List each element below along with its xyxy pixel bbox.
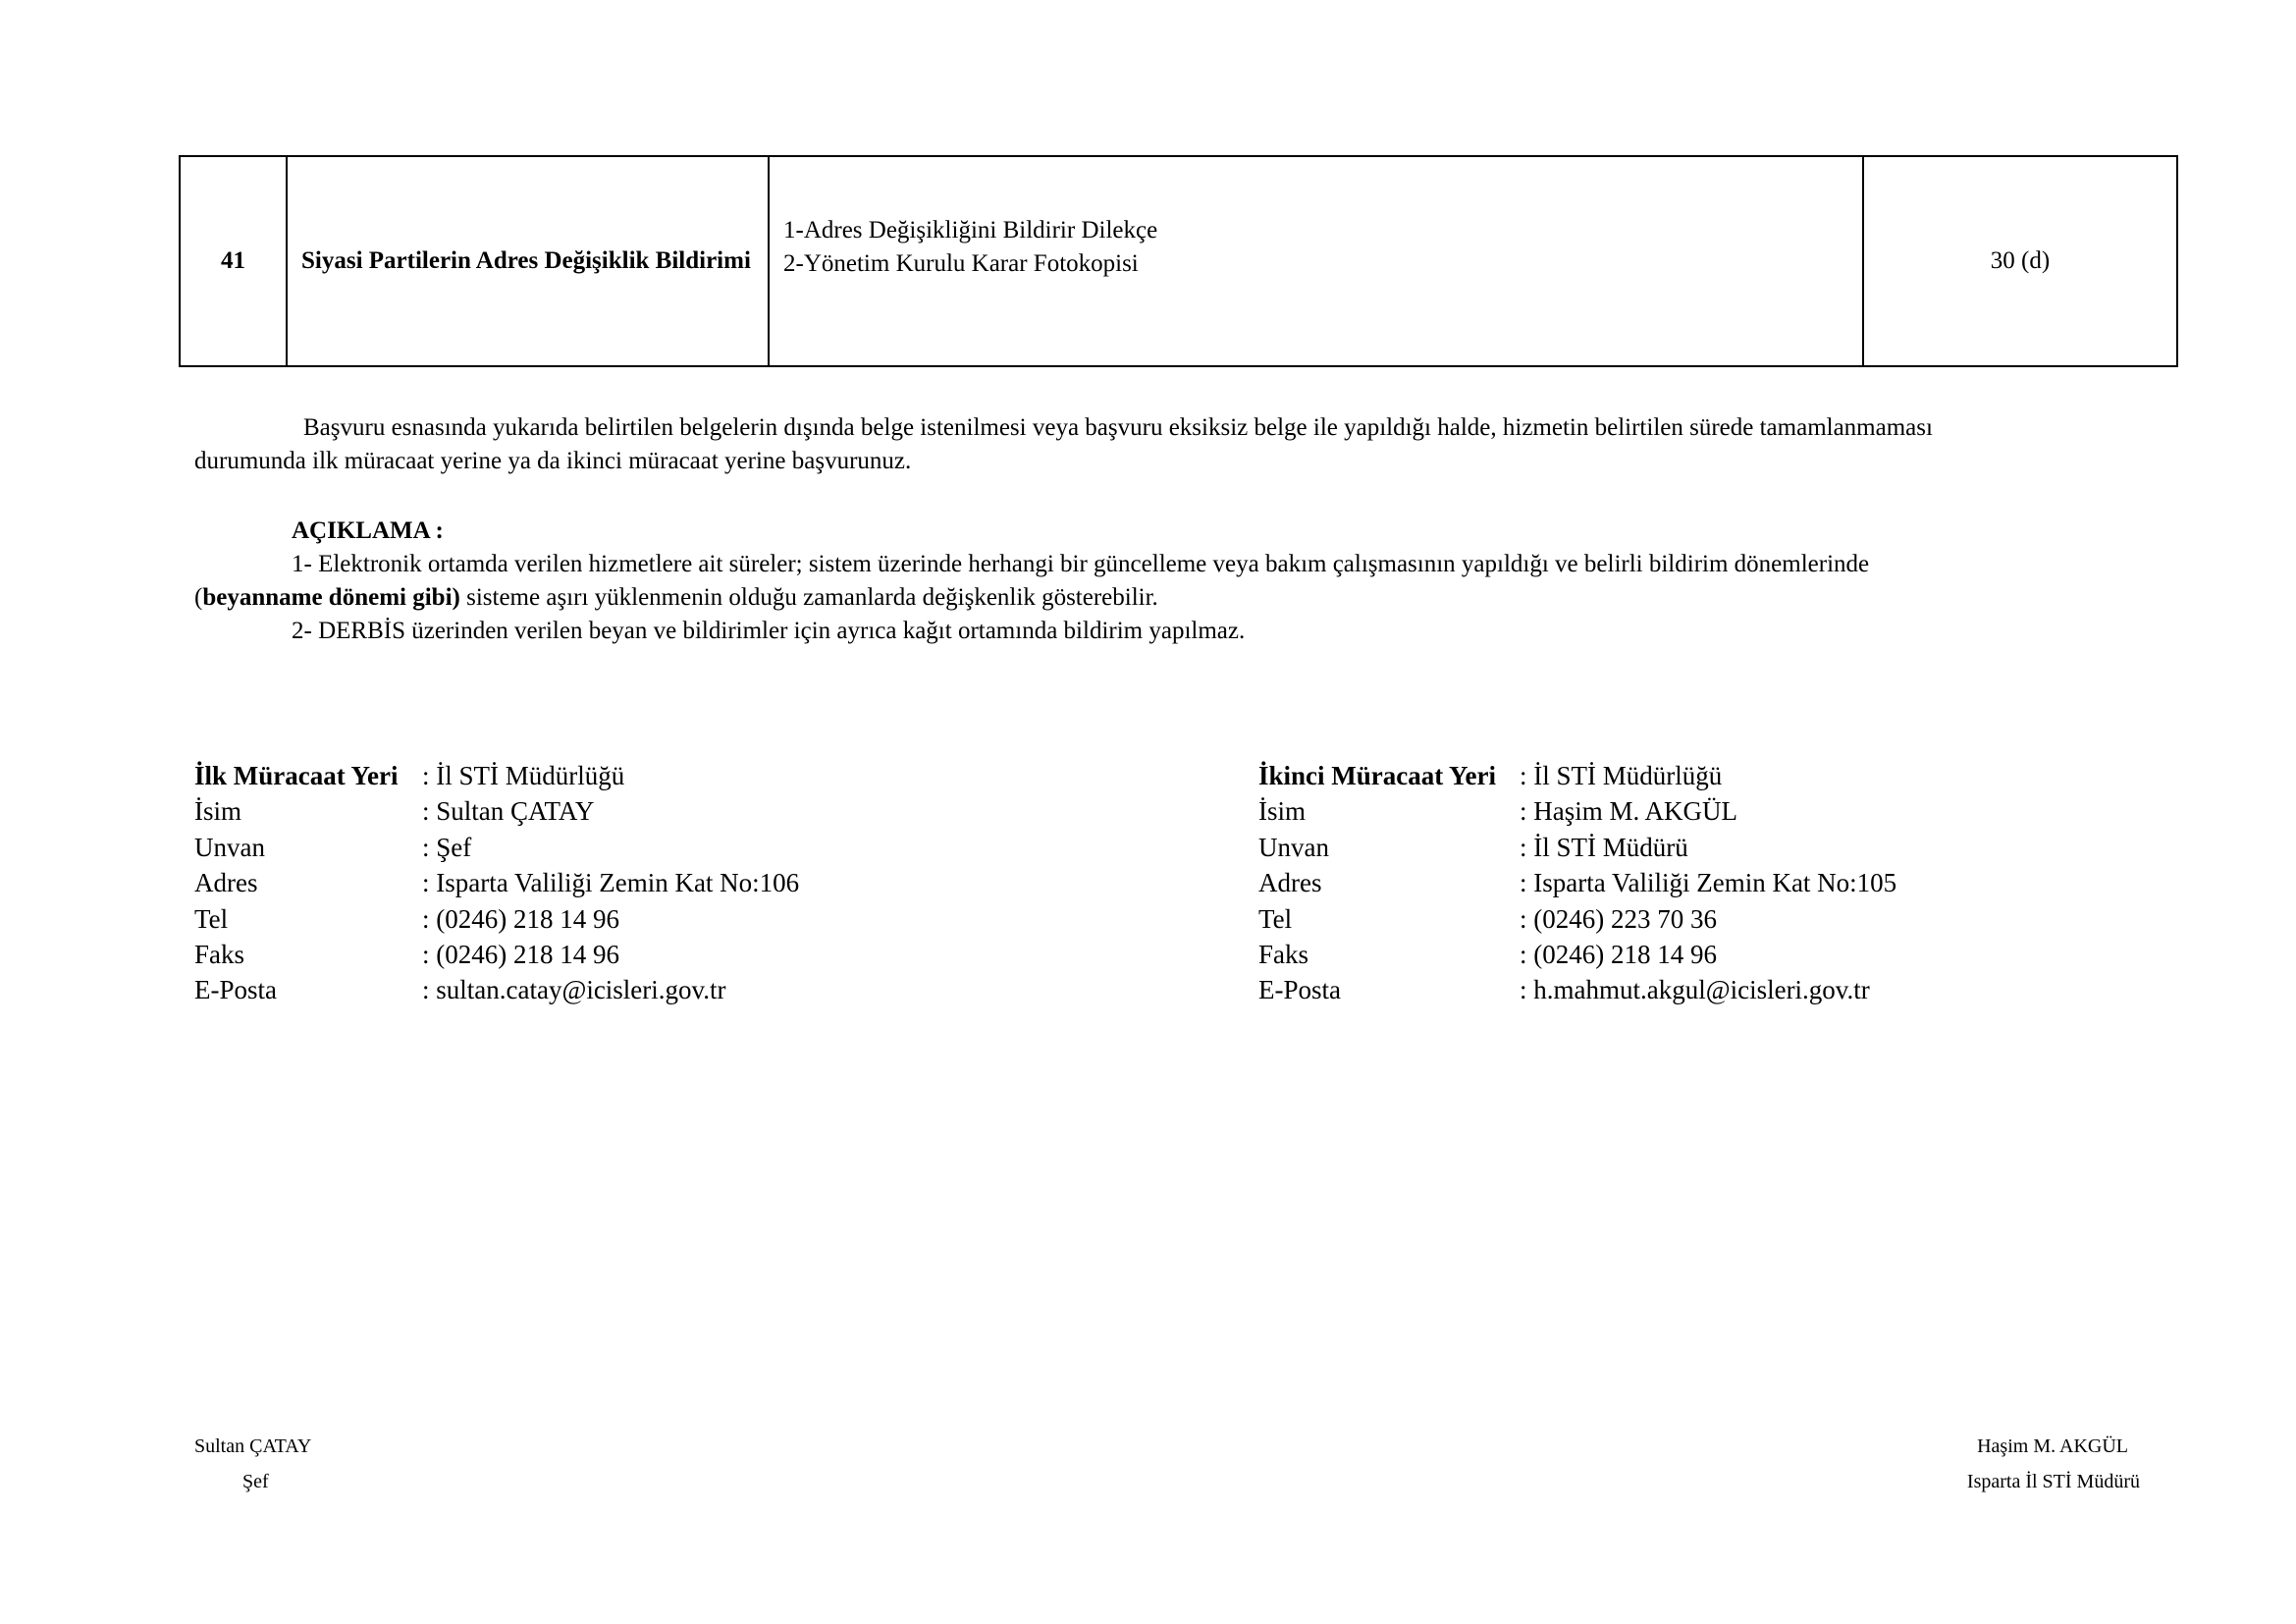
contact-label: İsim <box>194 796 242 827</box>
notice-line: durumunda ilk müracaat yerine ya da ikinci müracaat yerine başvurunuz. <box>194 448 912 474</box>
contact-value: : İl STİ Müdürü <box>1520 832 1688 862</box>
contact-row <box>194 937 1078 972</box>
contact-value: : Haşim M. AKGÜL <box>1520 796 1737 827</box>
service-duration: 30 (d) <box>1863 156 2177 366</box>
contact-title-label: İlk Müracaat Yeri <box>194 761 399 790</box>
contact-label: Faks <box>1258 939 1309 969</box>
contact-label: E-Posta <box>194 975 277 1005</box>
notice-paragraph <box>194 411 2197 478</box>
explanation-text: sisteme aşırı yüklenmenin olduğu zamanlarda değişkenlik gösterebilir. <box>459 584 1158 611</box>
explanation-heading: AÇIKLAMA : <box>292 517 444 544</box>
contact-label: Adres <box>194 868 258 898</box>
contact-row <box>1258 793 2181 829</box>
required-documents <box>769 156 1863 366</box>
contact-label: Faks <box>194 939 245 969</box>
contact-value: : h.mahmut.akgul@icisleri.gov.tr <box>1520 975 1870 1005</box>
explanation-item: 1- Elektronik ortamda verilen hizmetlere ait süreler; sistem üzerinde herhangi bir güncelleme veya bakım çalışmasının yapıldığı ve belirli bildirim dönemlerinde <box>292 551 1870 577</box>
contact-value: : Sultan ÇATAY <box>422 796 595 827</box>
contact-label: İsim <box>1258 796 1307 827</box>
contact-value: : sultan.catay@icisleri.gov.tr <box>422 975 726 1005</box>
contact-value: : Şef <box>422 832 472 862</box>
contact-row <box>1258 865 2181 900</box>
contact-title-value: : İl STİ Müdürlüğü <box>422 761 625 790</box>
contact-value: : Isparta Valiliği Zemin Kat No:106 <box>422 868 800 898</box>
signature-name: Haşim M. AKGÜL <box>1977 1435 2128 1457</box>
signature-title: Isparta İl STİ Müdürü <box>1966 1471 2140 1492</box>
explanation-item: 2- DERBİS üzerinden verilen beyan ve bildirimler için ayrıca kağıt ortamında bildirim yapılmaz. <box>292 618 1246 644</box>
contact-value: : (0246) 218 14 96 <box>422 939 619 969</box>
contact-row <box>1258 830 2181 865</box>
signature-name: Sultan ÇATAY <box>194 1435 312 1457</box>
contact-row <box>194 865 1078 900</box>
signature-title: Şef <box>242 1471 269 1492</box>
document-item: 2-Yönetim Kurulu Karar Fotokopisi <box>783 250 1139 277</box>
contact-value: : Isparta Valiliği Zemin Kat No:105 <box>1520 868 1897 898</box>
left-signature <box>194 1429 489 1499</box>
explanation-section <box>194 514 2197 648</box>
contact-row <box>1258 901 2181 937</box>
contact-label: Tel <box>1258 903 1293 934</box>
contact-title-row <box>194 758 1078 793</box>
contact-value: : (0246) 223 70 36 <box>1520 903 1717 934</box>
contact-title-label: İkinci Müracaat Yeri <box>1258 761 1496 790</box>
contact-title-row <box>1258 758 2181 793</box>
row-number: 41 <box>180 156 287 366</box>
right-signature <box>1845 1429 2140 1499</box>
contact-value: : (0246) 218 14 96 <box>1520 939 1717 969</box>
contact-label: Unvan <box>1258 832 1329 862</box>
contact-row <box>194 972 1078 1007</box>
contact-row <box>1258 972 2181 1007</box>
emphasis-text: beyanname dönemi gibi) <box>202 584 460 611</box>
contact-value: : (0246) 218 14 96 <box>422 903 619 934</box>
contact-label: Adres <box>1258 868 1322 898</box>
second-contact-block <box>1258 758 2181 1008</box>
first-contact-block <box>194 758 1078 1008</box>
contact-label: Tel <box>194 903 229 934</box>
paren-text: ( <box>194 584 203 611</box>
contact-label: Unvan <box>194 832 265 862</box>
document-item: 1-Adres Değişikliğini Bildirir Dilekçe <box>783 217 1158 244</box>
contact-title-value: : İl STİ Müdürlüğü <box>1520 761 1723 790</box>
contact-row <box>1258 937 2181 972</box>
explanation-item-continuation <box>194 581 2197 615</box>
contact-row <box>194 793 1078 829</box>
notice-line: Başvuru esnasında yukarıda belirtilen belgelerin dışında belge istenilmesi veya başvuru eksiksiz belge ile yapıldığı halde, hizmetin belirtilen sürede tamamlanmaması <box>303 414 1933 441</box>
contact-row <box>194 830 1078 865</box>
table-row <box>180 156 2177 366</box>
contact-label: E-Posta <box>1258 975 1341 1005</box>
service-table <box>179 155 2178 367</box>
service-name: Siyasi Partilerin Adres Değişiklik Bildirimi <box>287 156 769 366</box>
contact-row <box>194 901 1078 937</box>
